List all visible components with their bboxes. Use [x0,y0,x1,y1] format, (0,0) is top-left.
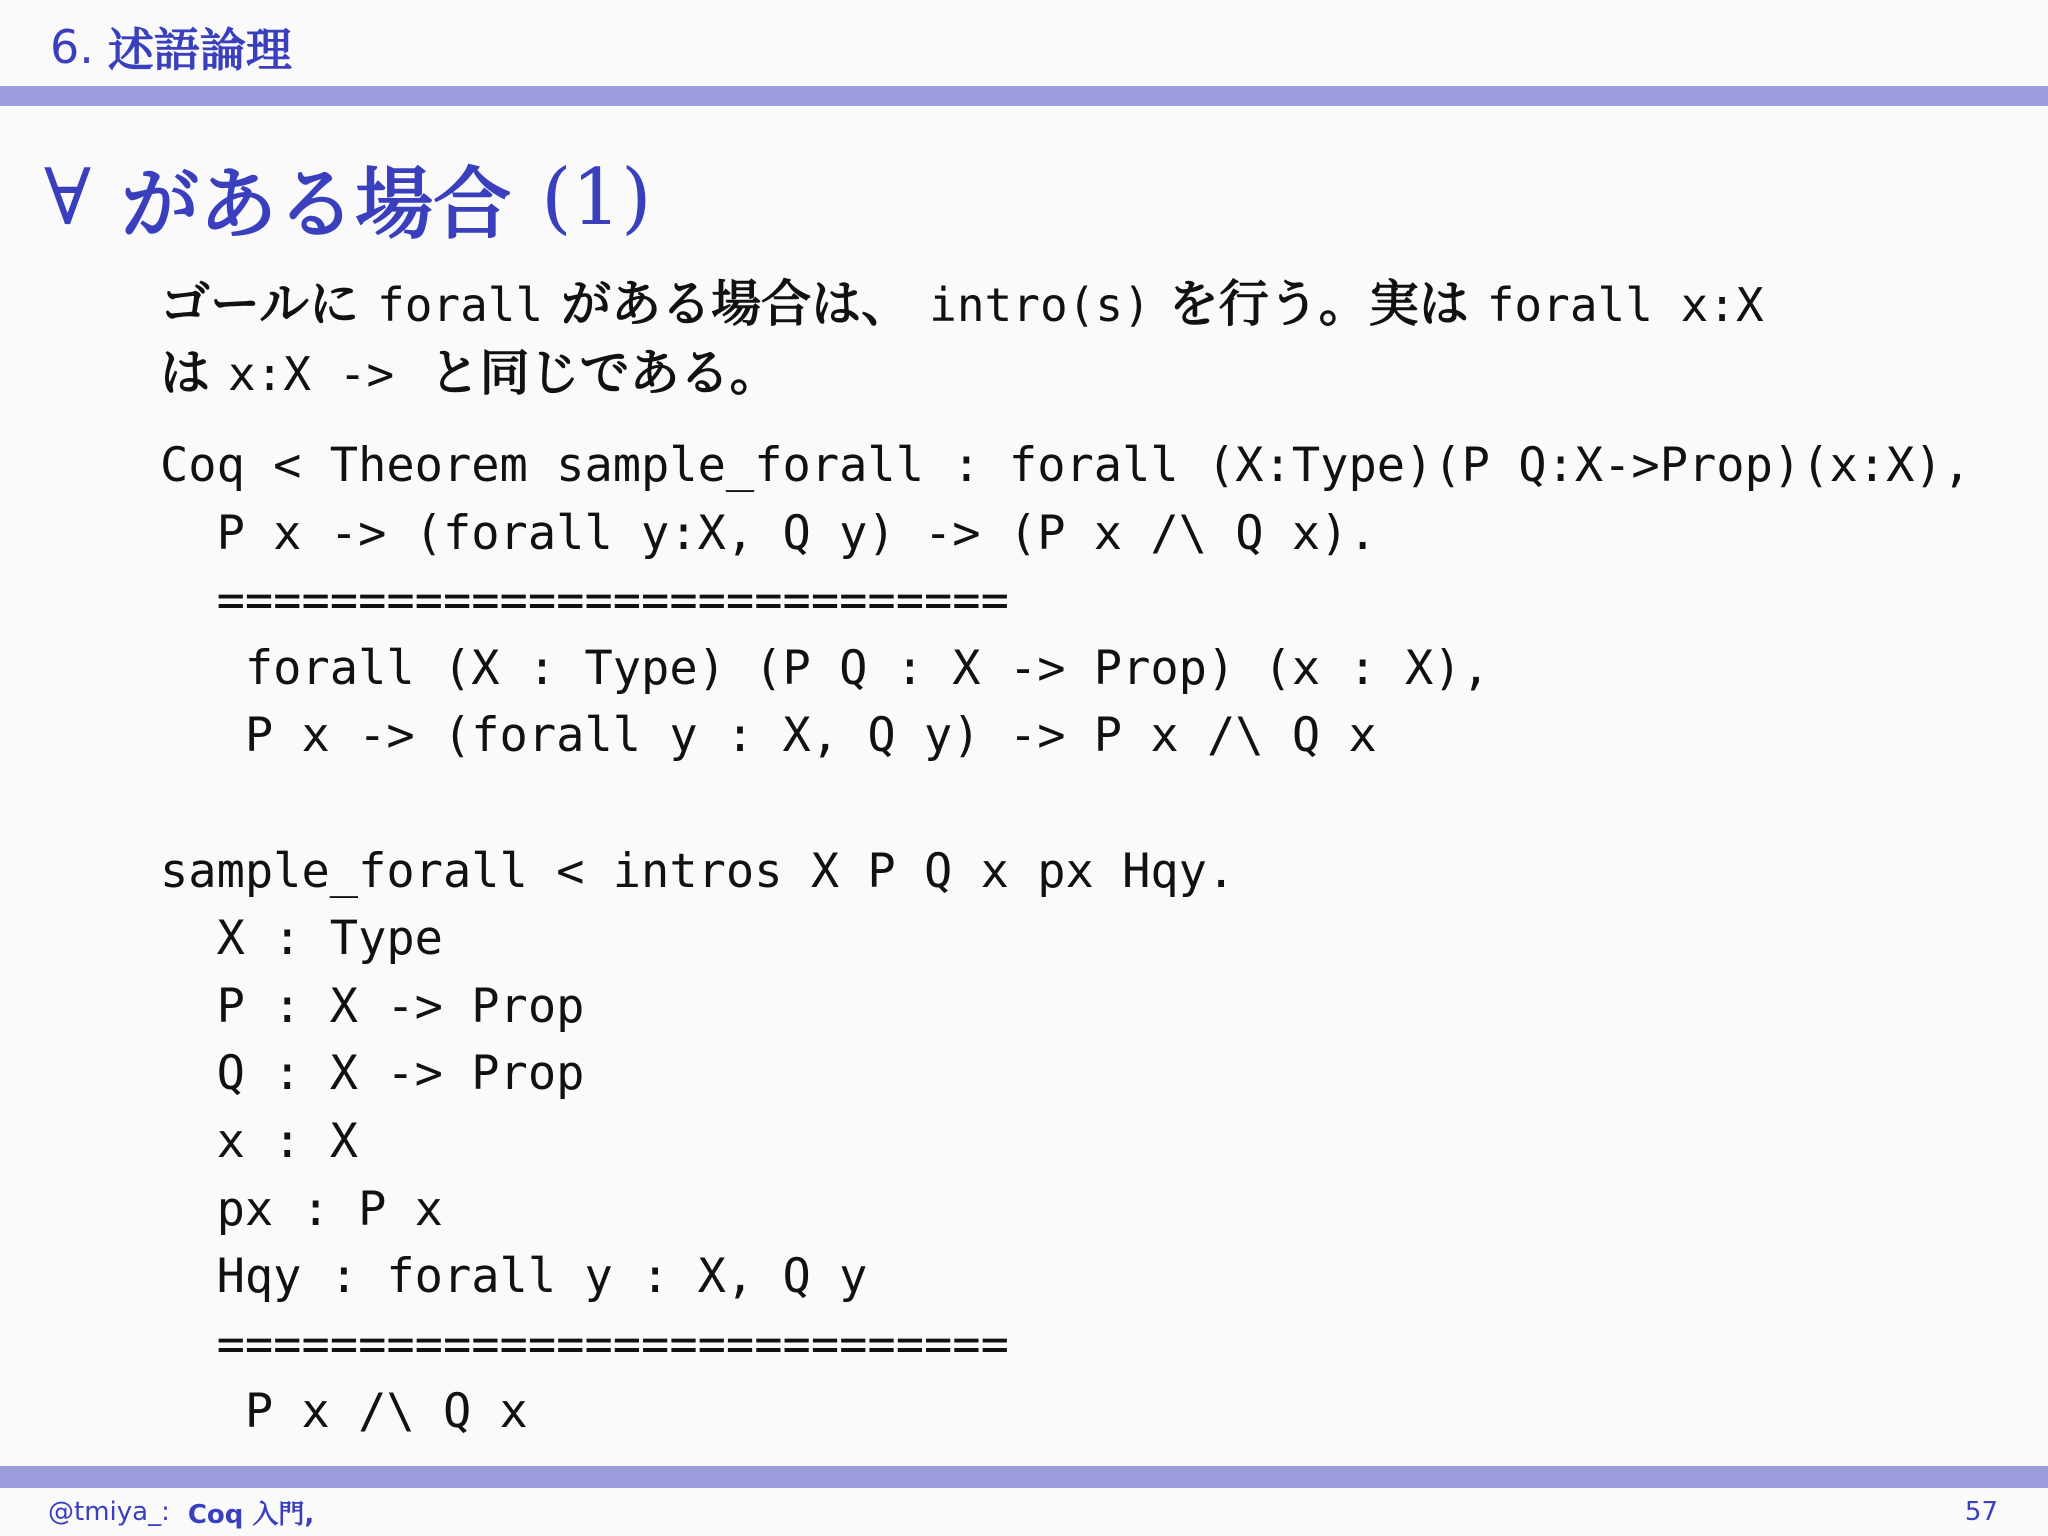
intro-code: forall [377,278,544,332]
code-line: ============================ [160,1316,1009,1372]
code-line: Coq < Theorem sample_forall : forall (X:Type)(P Q:X->Prop)(x:X), [160,438,1971,493]
code-line: sample_forall < intros X P Q x px Hqy. [160,843,1236,899]
intro-line-1 [160,270,2000,339]
code-line: forall (X : Type) (P Q : X -> Prop) (x : X), [160,640,1490,696]
code-block [160,432,1971,1446]
intro-text: は [160,344,210,402]
intro-code: forall x:X [1486,278,1764,332]
intro-code: x:X -> [228,347,395,401]
header-bar [0,86,2048,106]
code-line: P x -> (forall y : X, Q y) -> P x /\ Q x [160,708,1377,764]
footer-title: Coq 入門, [187,1499,315,1530]
footer-author: @tmiya_: [48,1497,170,1527]
code-line: P x /\ Q x [160,1384,528,1440]
intro-text: がある場合は、 [561,275,912,333]
footer-bar [0,1466,2048,1488]
code-line: px : P x [160,1181,443,1237]
code-line: Hqy : forall y : X, Q y [160,1249,868,1305]
code-line: P x -> (forall y:X, Q y) -> (P x /\ Q x). [160,505,1377,561]
intro-text: と同じである。 [412,344,780,402]
intro-text: を行う。実は [1168,275,1469,333]
frame-title-text: がある場合 [121,160,512,250]
code-line: ============================ [160,573,1009,629]
section-title: 述語論理 [107,23,292,77]
intro-code: intro(s) [929,278,1151,332]
forall-symbol: ∀ [44,153,92,243]
code-line [160,770,1971,838]
page-number: 57 [1964,1497,1998,1527]
section-header [50,12,292,82]
frame-title-suffix: (1) [541,153,652,243]
section-number: 6. [50,20,94,74]
code-line: x : X [160,1113,359,1169]
code-line: Q : X -> Prop [160,1046,585,1102]
intro-paragraph [160,270,2000,408]
intro-line-2 [160,339,2000,408]
code-line: P : X -> Prop [160,978,585,1034]
footer [48,1492,314,1532]
frame-title [44,148,652,248]
intro-text: ゴールに [160,275,359,333]
code-line: X : Type [160,911,443,967]
